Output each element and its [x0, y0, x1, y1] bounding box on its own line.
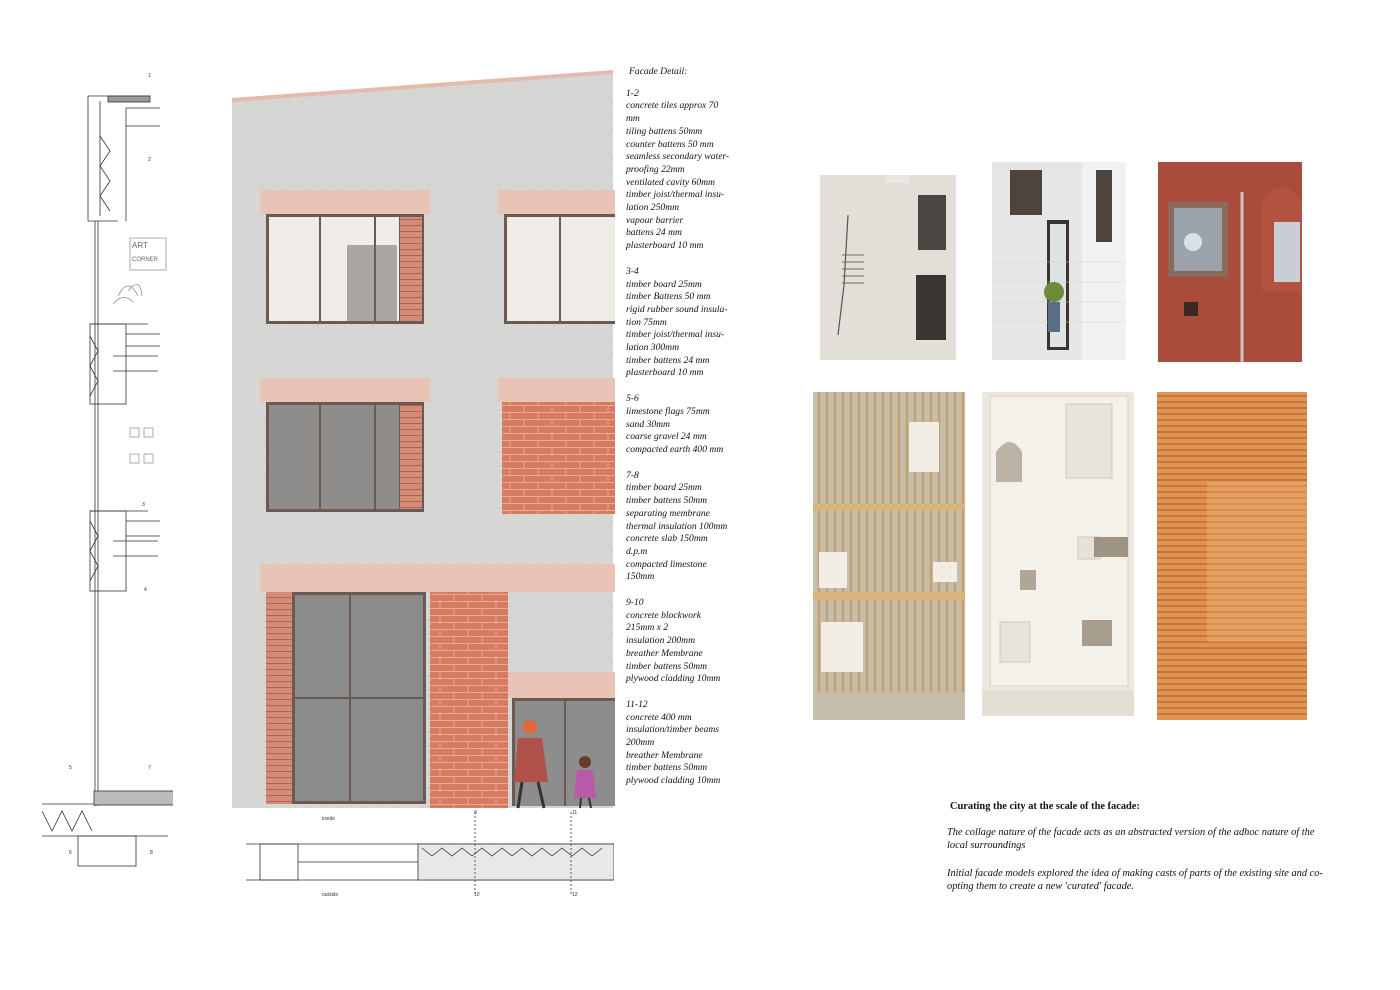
spec-line: 200mm — [626, 737, 655, 749]
photo-terracotta-cladding — [1157, 392, 1307, 720]
spec-line: timber board 25mm — [626, 482, 702, 494]
spec-line: thermal insulation 100mm — [626, 520, 728, 532]
spec-line: tiling battens 50mm — [626, 125, 703, 137]
spec-line: lation 250mm — [626, 202, 680, 214]
photo-brick-building — [1158, 162, 1302, 362]
spec-line: breather Membrane — [626, 647, 703, 659]
spec-line: sand 30mm — [626, 418, 670, 430]
spec-line: plywood cladding 10mm — [626, 775, 721, 787]
spec-line: timber board 25mm — [626, 278, 702, 290]
spec-line: insulation 200mm — [626, 635, 696, 647]
spec-group — [626, 699, 751, 788]
spec-line: limestone flags 75mm — [626, 405, 710, 417]
spec-group-range: 1-2 — [626, 87, 639, 99]
spec-line: lation 300mm — [626, 342, 680, 354]
spec-group-range: 11-12 — [626, 698, 648, 710]
spec-line: 150mm — [626, 571, 655, 583]
model-photo-timber-slats — [813, 392, 965, 720]
section-num-6: 6 — [69, 850, 72, 856]
spec-line: insulation/timber beams — [626, 724, 720, 736]
plan-num-9: 9 — [474, 810, 477, 816]
model-photo-cast-facade — [818, 165, 958, 360]
spec-line: tion 75mm — [626, 316, 667, 328]
model-photo-figure-in-window — [992, 162, 1126, 360]
spec-line: timber joist/thermal insu- — [626, 329, 725, 341]
section-num-2: 2 — [148, 157, 151, 163]
plan-num-12: 12 — [572, 892, 578, 898]
section-num-3: 3 — [142, 502, 145, 508]
section-num-5: 5 — [69, 765, 72, 771]
section-num-1: 1 — [148, 73, 151, 79]
spec-line: mm — [626, 113, 640, 125]
notes-heading: Curating the city at the scale of the facade: — [950, 801, 1140, 812]
spec-line: compacted earth 400 mm — [626, 443, 724, 455]
spec-line: 215mm x 2 — [626, 622, 669, 634]
plan-outside-label: outside — [322, 892, 339, 898]
notes-paragraph-2: Initial facade models explored the idea of making casts of parts of the existing site and co-opting them to create a new 'curated' facade. — [947, 867, 1323, 892]
spec-line: timber battens 24 mm — [626, 354, 710, 366]
spec-group-range: 5-6 — [626, 393, 639, 405]
spec-line: breather Membrane — [626, 749, 703, 761]
facade-elevation — [230, 70, 615, 810]
spec-line: separating membrane — [626, 507, 710, 519]
plan-inside-label: inside — [322, 816, 336, 822]
spec-group-range: 9-10 — [626, 597, 644, 609]
section-num-4: 4 — [144, 587, 147, 593]
spec-line: ventilated cavity 60mm — [626, 176, 715, 188]
spec-line: plasterboard 10 mm — [626, 240, 704, 252]
spec-title: Facade Detail: — [629, 66, 688, 77]
spec-line: concrete tiles approx 70 — [626, 100, 719, 112]
spec-line: timber battens 50mm — [626, 495, 708, 507]
section-num-8: 8 — [150, 850, 153, 856]
spec-line: timber Battens 50 mm — [626, 291, 711, 303]
spec-line: d.p.m — [626, 545, 648, 557]
spec-group — [626, 266, 751, 380]
spec-group — [626, 393, 751, 457]
spec-line: concrete blockwork — [626, 609, 702, 621]
facade-plan — [242, 808, 614, 900]
model-photo-white-cast — [982, 392, 1134, 716]
corner-label: CORNER — [132, 257, 159, 263]
spec-group-range: 7-8 — [626, 469, 639, 481]
spec-line: battens 24 mm — [626, 227, 682, 239]
spec-line: vapour barrier — [626, 214, 684, 226]
spec-line: coarse gravel 24 mm — [626, 431, 707, 443]
spec-line: concrete 400 mm — [626, 711, 692, 723]
facade-notes — [947, 800, 1337, 907]
spec-line: timber battens 50mm — [626, 660, 708, 672]
plan-num-10: 10 — [474, 892, 480, 898]
spec-line: plasterboard 10 mm — [626, 367, 704, 379]
spec-line: counter battens 50 mm — [626, 138, 714, 150]
spec-group-range: 3-4 — [626, 265, 639, 277]
art-label: ART — [132, 241, 148, 250]
spec-line: seamless secondary water- — [626, 151, 730, 163]
spec-line: rigid rubber sound insula- — [626, 303, 728, 315]
spec-line: timber battens 50mm — [626, 762, 708, 774]
spec-group — [626, 597, 751, 686]
wall-section-drawing — [38, 66, 173, 876]
spec-group — [626, 470, 751, 584]
plan-num-11: 11 — [572, 810, 578, 816]
section-num-7: 7 — [148, 765, 151, 771]
spec-line: concrete slab 150mm — [626, 533, 708, 545]
notes-paragraph-1: The collage nature of the facade acts as an abstracted version of the adhoc nature of the local surroundings — [947, 827, 1315, 852]
spec-line: proofing 22mm — [626, 163, 685, 175]
spec-line: plywood cladding 10mm — [626, 673, 721, 685]
spec-line: timber joist/thermal insu- — [626, 189, 725, 201]
facade-detail-spec — [626, 66, 751, 801]
spec-group — [626, 88, 751, 253]
spec-line: compacted limestone — [626, 558, 707, 570]
